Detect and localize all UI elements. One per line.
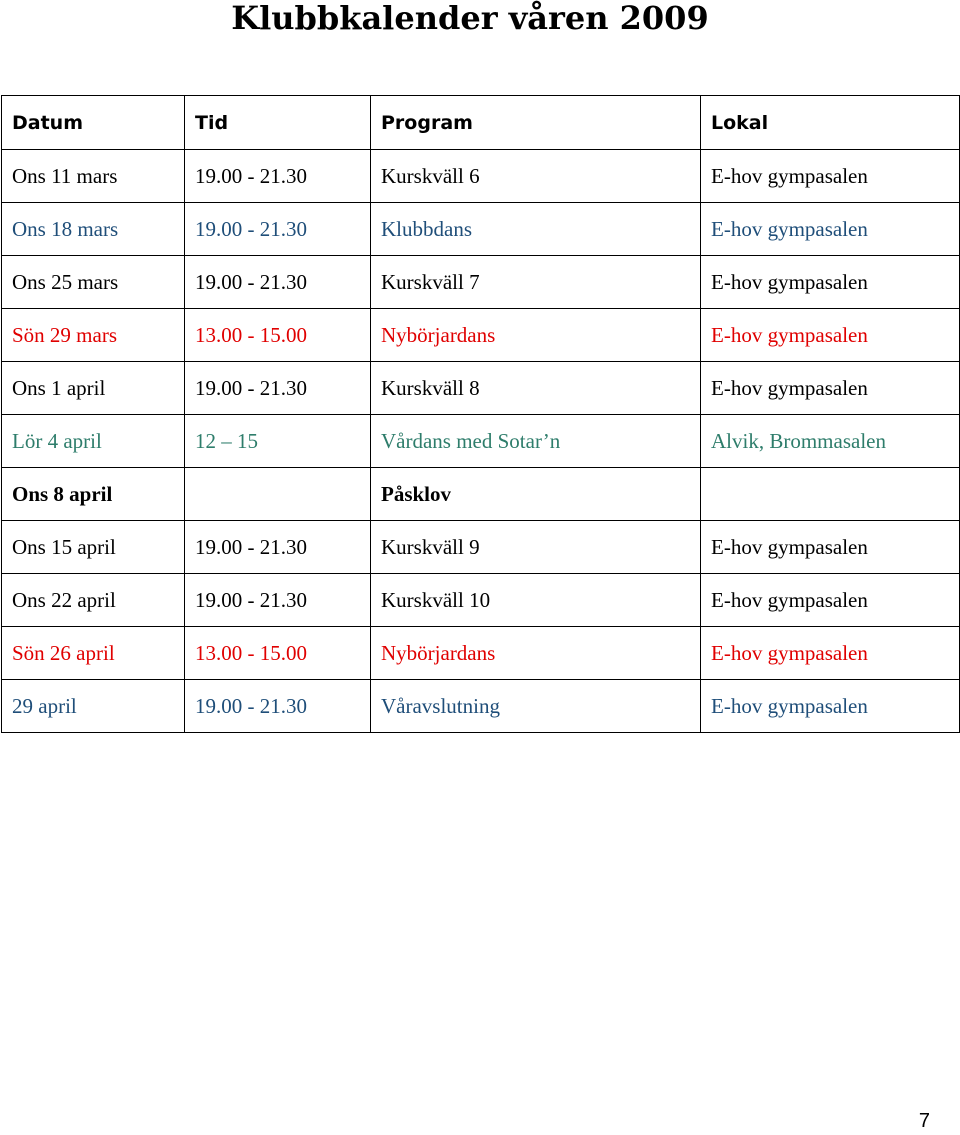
table-row xyxy=(2,627,960,680)
cell-tid xyxy=(185,468,371,521)
cell-lokal: E-hov gympasalen xyxy=(701,256,960,309)
header-program: Program xyxy=(371,96,701,150)
header-row xyxy=(2,96,960,150)
header-lokal: Lokal xyxy=(701,96,960,150)
cell-program: Kurskväll 9 xyxy=(371,521,701,574)
page-number: 7 xyxy=(918,1110,930,1132)
cell-program: Kurskväll 8 xyxy=(371,362,701,415)
cell-lokal: E-hov gympasalen xyxy=(701,680,960,733)
cell-datum: Ons 8 april xyxy=(2,468,185,521)
table-row xyxy=(2,256,960,309)
header-tid: Tid xyxy=(185,96,371,150)
cell-tid: 13.00 - 15.00 xyxy=(185,309,371,362)
cell-datum: Lör 4 april xyxy=(2,415,185,468)
cell-datum: Ons 22 april xyxy=(2,574,185,627)
cell-datum: Ons 18 mars xyxy=(2,203,185,256)
calendar-body xyxy=(2,150,960,733)
calendar-table xyxy=(1,95,960,733)
cell-lokal: E-hov gympasalen xyxy=(701,521,960,574)
cell-lokal: E-hov gympasalen xyxy=(701,150,960,203)
cell-lokal: E-hov gympasalen xyxy=(701,309,960,362)
cell-lokal: E-hov gympasalen xyxy=(701,574,960,627)
cell-lokal: E-hov gympasalen xyxy=(701,203,960,256)
cell-tid: 13.00 - 15.00 xyxy=(185,627,371,680)
cell-tid: 12 – 15 xyxy=(185,415,371,468)
cell-datum: Ons 11 mars xyxy=(2,150,185,203)
cell-program: Våravslutning xyxy=(371,680,701,733)
header-datum: Datum xyxy=(2,96,185,150)
cell-lokal: E-hov gympasalen xyxy=(701,362,960,415)
cell-program: Påsklov xyxy=(371,468,701,521)
cell-program: Kurskväll 10 xyxy=(371,574,701,627)
cell-datum: Sön 26 april xyxy=(2,627,185,680)
table-row xyxy=(2,521,960,574)
cell-program: Kurskväll 7 xyxy=(371,256,701,309)
table-row xyxy=(2,468,960,521)
table-row xyxy=(2,150,960,203)
table-row xyxy=(2,203,960,256)
cell-datum: Ons 15 april xyxy=(2,521,185,574)
cell-program: Vårdans med Sotar’n xyxy=(371,415,701,468)
cell-tid: 19.00 - 21.30 xyxy=(185,150,371,203)
cell-tid: 19.00 - 21.30 xyxy=(185,521,371,574)
cell-program: Nybörjardans xyxy=(371,309,701,362)
table-row xyxy=(2,362,960,415)
table-row xyxy=(2,574,960,627)
cell-datum: Ons 1 april xyxy=(2,362,185,415)
cell-program: Nybörjardans xyxy=(371,627,701,680)
table-row xyxy=(2,415,960,468)
cell-tid: 19.00 - 21.30 xyxy=(185,680,371,733)
cell-program: Klubbdans xyxy=(371,203,701,256)
cell-program: Kurskväll 6 xyxy=(371,150,701,203)
cell-tid: 19.00 - 21.30 xyxy=(185,256,371,309)
cell-tid: 19.00 - 21.30 xyxy=(185,574,371,627)
cell-lokal xyxy=(701,468,960,521)
table-row xyxy=(2,680,960,733)
cell-tid: 19.00 - 21.30 xyxy=(185,362,371,415)
page-title: Klubbkalender våren 2009 xyxy=(231,0,709,37)
cell-lokal: Alvik, Brommasalen xyxy=(701,415,960,468)
cell-datum: Sön 29 mars xyxy=(2,309,185,362)
table-row xyxy=(2,309,960,362)
cell-lokal: E-hov gympasalen xyxy=(701,627,960,680)
cell-datum: Ons 25 mars xyxy=(2,256,185,309)
cell-datum: 29 april xyxy=(2,680,185,733)
cell-tid: 19.00 - 21.30 xyxy=(185,203,371,256)
